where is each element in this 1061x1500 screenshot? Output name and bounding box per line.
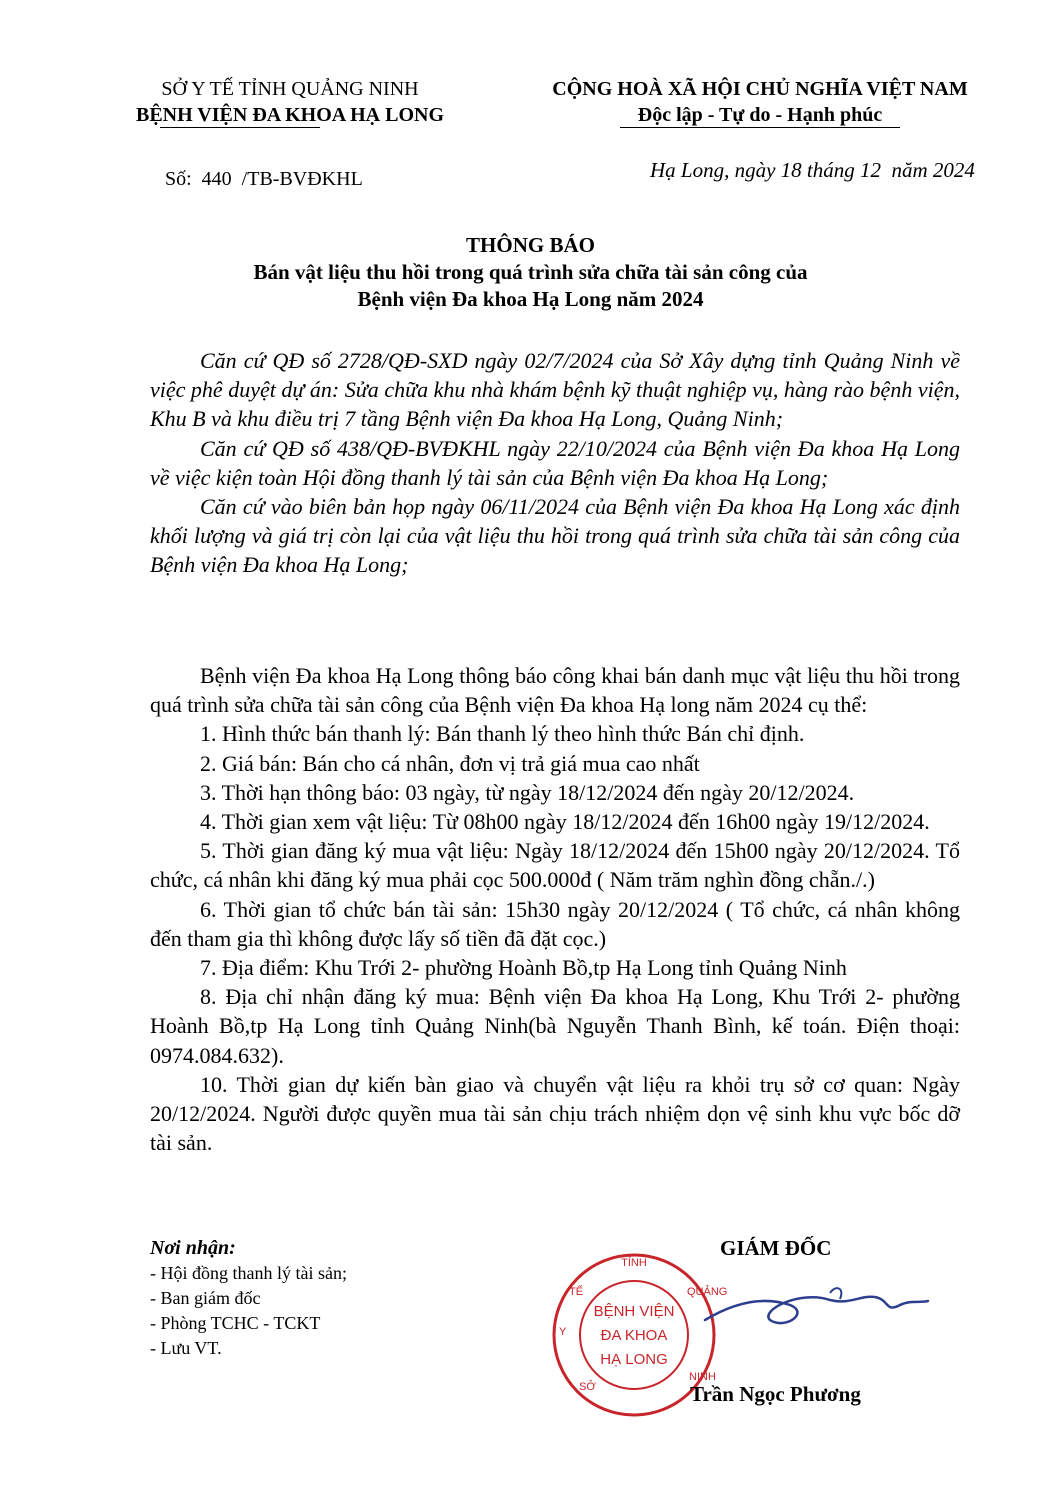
header-left-divider [160, 127, 320, 128]
svg-text:QUẢNG: QUẢNG [687, 1286, 728, 1298]
signer-name: Trần Ngọc Phương [690, 1382, 861, 1406]
header-right-divider [620, 127, 900, 128]
svg-text:ĐA KHOA: ĐA KHOA [600, 1327, 668, 1344]
doc-title-sub2: Bệnh viện Đa khoa Hạ Long năm 2024 [357, 287, 704, 311]
notice-item: 4. Thời gian xem vật liệu: Từ 08h00 ngày 18/12/2024 đến 16h00 ngày 19/12/2024. [200, 809, 930, 835]
legal-basis-3: Căn cứ vào biên bản họp ngày 06/11/2024 của Bệnh viện Đa khoa Hạ Long xác định khối lượng và giá trị còn lại của vật liệu thu hồi trong quá trình sửa chữa tài sản công của Bệnh viện Đa khoa Hạ Long; [150, 494, 960, 578]
notice-body [150, 661, 960, 1157]
header-motto: Độc lập - Tự do - Hạnh phúc [637, 104, 883, 126]
place-date: Hạ Long, ngày 18 tháng 12 năm 2024 [650, 158, 975, 182]
svg-text:BỆNH VIỆN: BỆNH VIỆN [593, 1303, 675, 1320]
notice-item: 2. Giá bán: Bán cho cá nhân, đơn vị trả giá mua cao nhất [200, 750, 700, 776]
notice-item: 5. Thời gian đăng ký mua vật liệu: Ngày 18/12/2024 đến 15h00 ngày 20/12/2024. Tổ chức, cá nhân khi đăng ký mua phải cọc 500.000đ ( Năm trăm nghìn đồng chẵn./.) [150, 838, 960, 893]
notice-item: 7. Địa điểm: Khu Trới 2- phường Hoành Bồ,tp Hạ Long tỉnh Quảng Ninh [200, 955, 847, 981]
svg-text:TỈNH: TỈNH [621, 1257, 647, 1269]
header-agency [100, 76, 480, 128]
svg-text:HẠ LONG: HẠ LONG [600, 1351, 668, 1368]
recipients [150, 1236, 490, 1361]
doc-number: Số: 440 /TB-BVĐKHL [165, 168, 363, 190]
notice-item: 3. Thời hạn thông báo: 03 ngày, từ ngày 18/12/2024 đến ngày 20/12/2024. [200, 779, 855, 805]
recipient-item: - Hội đồng thanh lý tài sản; [150, 1263, 347, 1283]
notice-item: 1. Hình thức bán thanh lý: Bán thanh lý theo hình thức Bán chỉ định. [200, 721, 805, 747]
doc-title-main: THÔNG BÁO [466, 233, 595, 257]
notice-item: 6. Thời gian tổ chức bán tài sản: 15h30 ngày 20/12/2024 ( Tổ chức, cá nhân không đến tham gia thì không được lấy số tiền đã đặt cọc.) [150, 896, 960, 951]
recipient-item: - Ban giám đốc [150, 1288, 261, 1308]
legal-basis-2: Căn cứ QĐ số 438/QĐ-BVĐKHL ngày 22/10/2024 của Bệnh viện Đa khoa Hạ Long về việc kiện toàn Hội đồng thanh lý tài sản của Bệnh viện Đa khoa Hạ Long; [150, 435, 960, 490]
notice-intro: Bệnh viện Đa khoa Hạ Long thông báo công khai bán danh mục vật liệu thu hồi trong quá trình sửa chữa tài sản công của Bệnh viện Đa khoa Hạ long năm 2024 cụ thể: [150, 663, 960, 718]
header-hospital: BỆNH VIỆN ĐA KHOA HẠ LONG [135, 104, 445, 126]
svg-text:Y: Y [559, 1326, 567, 1338]
notice-item: 8. Địa chỉ nhận đăng ký mua: Bệnh viện Đa khoa Hạ Long, Khu Trới 2- phường Hoành Bồ,tp Hạ Long tỉnh Quảng Ninh(bà Nguyễn Thanh Bình, kế toán. Điện thoại: 0974.084.632). [150, 984, 960, 1068]
svg-text:TẾ: TẾ [569, 1286, 584, 1298]
svg-text:SỞ: SỞ [579, 1381, 596, 1393]
legal-basis-1: Căn cứ QĐ số 2728/QĐ-SXD ngày 02/7/2024 của Sở Xây dựng tỉnh Quảng Ninh về việc phê duyệt dự án: Sửa chữa khu nhà khám bệnh kỹ thuật nghiệp vụ, hàng rào bệnh viện, Khu B và khu điều trị 7 tầng Bệnh viện Đa khoa Hạ Long, Quảng Ninh; [150, 348, 960, 432]
notice-item: 10. Thời gian dự kiến bàn giao và chuyển vật liệu ra khỏi trụ sở cơ quan: Ngày 20/12/2024. Người được quyền mua tài sản chịu trách nhiệm dọn vệ sinh khu vực bốc dỡ tài sản. [150, 1071, 960, 1156]
svg-text:NINH: NINH [689, 1371, 716, 1383]
header-country: CỘNG HOÀ XÃ HỘI CHỦ NGHĨA VIỆT NAM [552, 78, 968, 100]
doc-title-sub1: Bán vật liệu thu hồi trong quá trình sửa chữa tài sản công của [253, 260, 808, 284]
header-national [500, 76, 1020, 128]
recipient-item: - Lưu VT. [150, 1338, 222, 1358]
handwritten-signature [700, 1275, 930, 1335]
recipient-item: - Phòng TCHC - TCKT [150, 1313, 321, 1333]
header-ministry: SỞ Y TẾ TỈNH QUẢNG NINH [161, 78, 419, 100]
signer-position: GIÁM ĐỐC [720, 1236, 832, 1260]
recipients-title: Nơi nhận: [150, 1237, 236, 1259]
doc-title [0, 232, 1061, 313]
legal-bases [150, 346, 960, 580]
